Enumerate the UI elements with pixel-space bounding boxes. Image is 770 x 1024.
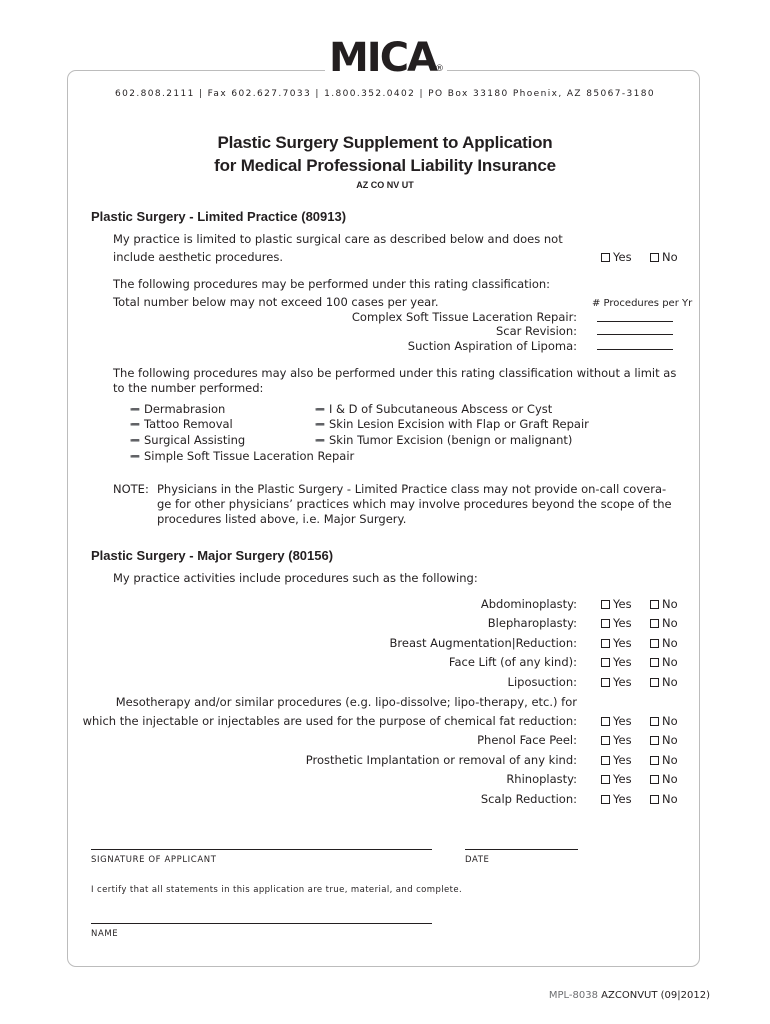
no-label: No	[662, 792, 678, 806]
note-label: NOTE:	[113, 482, 149, 496]
arrow-bullet-icon: ➖	[315, 436, 325, 445]
date-field[interactable]	[465, 849, 578, 850]
arrow-bullet-icon: ➖	[315, 405, 325, 414]
name-label: NAME	[91, 929, 119, 939]
major-surgery-intro: My practice activities include procedures such as the following:	[113, 571, 478, 585]
yes-option[interactable]	[601, 616, 632, 631]
unlimited-intro-line2: to the number performed:	[113, 381, 264, 395]
yes-checkbox[interactable]	[601, 619, 610, 628]
list-item	[315, 417, 589, 432]
counted-procedure-label: Complex Soft Tissue Laceration Repair:	[351, 310, 577, 324]
list-item	[130, 402, 225, 417]
logo-text: MICA	[329, 35, 436, 81]
date-label: DATE	[465, 855, 490, 865]
yes-option[interactable]	[601, 753, 632, 768]
yes-label: Yes	[613, 250, 632, 264]
no-option[interactable]	[650, 792, 678, 807]
procedures-per-year-header: # Procedures per Yr	[592, 298, 693, 309]
procedure-count-field[interactable]	[597, 334, 673, 335]
list-item-label: Tattoo Removal	[144, 417, 233, 431]
mica-logo	[325, 36, 447, 80]
no-option[interactable]	[650, 636, 678, 651]
list-item-label: Skin Tumor Excision (benign or malignant)	[329, 433, 573, 447]
signature-field[interactable]	[91, 849, 432, 850]
yes-label: Yes	[613, 655, 632, 669]
limited-practice-heading: Plastic Surgery - Limited Practice (80913)	[91, 209, 347, 224]
procedure-label: Blepharoplasty:	[487, 616, 577, 630]
counted-procedure-label: Suction Aspiration of Lipoma:	[407, 339, 577, 353]
no-label: No	[662, 655, 678, 669]
yes-option[interactable]	[601, 636, 632, 651]
no-label: No	[662, 733, 678, 747]
list-item	[315, 433, 572, 448]
procedure-count-field[interactable]	[597, 349, 673, 350]
list-item-label: Simple Soft Tissue Laceration Repair	[144, 449, 355, 463]
list-item	[130, 417, 233, 432]
yes-option[interactable]	[601, 733, 632, 748]
yes-label: Yes	[613, 733, 632, 747]
yes-checkbox[interactable]	[601, 600, 610, 609]
list-item	[130, 433, 245, 448]
yes-label: Yes	[613, 792, 632, 806]
form-code-number: MPL-8038	[548, 990, 598, 1001]
yes-label: Yes	[613, 772, 632, 786]
yes-checkbox[interactable]	[601, 756, 610, 765]
arrow-bullet-icon: ➖	[130, 436, 140, 445]
yes-option[interactable]	[601, 714, 632, 729]
note-line1: Physicians in the Plastic Surgery - Limited Practice class may not provide on-call covera-	[157, 482, 667, 496]
no-checkbox[interactable]	[650, 795, 659, 804]
procedure-label: Scalp Reduction:	[480, 792, 577, 806]
registered-mark: ®	[435, 64, 444, 74]
limited-no-checkbox[interactable]	[650, 253, 659, 262]
no-label: No	[662, 250, 678, 264]
no-checkbox[interactable]	[650, 619, 659, 628]
procedure-label: Abdominoplasty:	[480, 597, 577, 611]
form-code	[549, 990, 710, 1001]
no-option[interactable]	[650, 655, 678, 670]
yes-checkbox[interactable]	[601, 736, 610, 745]
limited-yes-option[interactable]	[601, 250, 632, 265]
limited-intro-line2: Total number below may not exceed 100 cases per year.	[113, 295, 439, 309]
procedure-label: Rhinoplasty:	[506, 772, 577, 786]
arrow-bullet-icon: ➖	[130, 452, 140, 461]
yes-label: Yes	[613, 616, 632, 630]
no-checkbox[interactable]	[650, 639, 659, 648]
yes-label: Yes	[613, 675, 632, 689]
form-title-line1: Plastic Surgery Supplement to Application	[217, 133, 553, 152]
no-label: No	[662, 675, 678, 689]
no-label: No	[662, 597, 678, 611]
no-checkbox[interactable]	[650, 717, 659, 726]
limited-question-line2: include aesthetic procedures.	[113, 250, 283, 264]
counted-procedure-label: Scar Revision:	[496, 324, 577, 338]
form-title-line2: for Medical Professional Liability Insurance	[214, 156, 556, 175]
yes-label: Yes	[613, 597, 632, 611]
no-label: No	[662, 616, 678, 630]
no-option[interactable]	[650, 733, 678, 748]
yes-checkbox[interactable]	[601, 775, 610, 784]
no-checkbox[interactable]	[650, 775, 659, 784]
note-line3: procedures listed above, i.e. Major Surgery.	[157, 512, 407, 526]
certification-statement: I certify that all statements in this application are true, material, and complete.	[91, 885, 463, 895]
no-checkbox[interactable]	[650, 600, 659, 609]
limited-no-option[interactable]	[650, 250, 678, 265]
no-label: No	[662, 772, 678, 786]
major-surgery-heading: Plastic Surgery - Major Surgery (80156)	[91, 548, 334, 563]
no-checkbox[interactable]	[650, 736, 659, 745]
yes-option[interactable]	[601, 675, 632, 690]
list-item-label: Dermabrasion	[144, 402, 226, 416]
limited-intro-line1: The following procedures may be performed under this rating classification:	[113, 277, 551, 291]
procedure-label: Face Lift (of any kind):	[448, 655, 577, 669]
list-item-label: I & D of Subcutaneous Abscess or Cyst	[329, 402, 553, 416]
no-label: No	[662, 636, 678, 650]
list-item	[130, 449, 354, 464]
yes-checkbox[interactable]	[601, 795, 610, 804]
procedure-label: Phenol Face Peel:	[477, 733, 577, 747]
arrow-bullet-icon: ➖	[130, 420, 140, 429]
yes-checkbox[interactable]	[601, 678, 610, 687]
procedure-count-field[interactable]	[597, 321, 673, 322]
no-label: No	[662, 753, 678, 767]
states-label: AZ CO NV UT	[356, 180, 414, 190]
note-line2: ge for other physicians’ practices which may involve procedures beyond the scope of the	[157, 497, 672, 511]
no-option[interactable]	[650, 714, 678, 729]
mesotherapy-line2: which the injectable or injectables are used for the purpose of chemical fat reduction:	[82, 714, 577, 728]
yes-option[interactable]	[601, 597, 632, 612]
no-option[interactable]	[650, 772, 678, 787]
unlimited-intro-line1: The following procedures may also be performed under this rating classification without a limit as	[113, 366, 677, 380]
list-item	[315, 402, 552, 417]
no-checkbox[interactable]	[650, 678, 659, 687]
list-item-label: Skin Lesion Excision with Flap or Graft Repair	[329, 417, 589, 431]
mesotherapy-line1: Mesotherapy and/or similar procedures (e.g. lipo-dissolve; lipo-therapy, etc.) for	[115, 695, 577, 709]
limited-yes-checkbox[interactable]	[601, 253, 610, 262]
procedure-label: Prosthetic Implantation or removal of any kind:	[305, 753, 577, 767]
procedure-label: Breast Augmentation|Reduction:	[389, 636, 577, 650]
yes-label: Yes	[613, 714, 632, 728]
no-option[interactable]	[650, 597, 678, 612]
arrow-bullet-icon: ➖	[315, 420, 325, 429]
no-checkbox[interactable]	[650, 658, 659, 667]
no-option[interactable]	[650, 616, 678, 631]
yes-option[interactable]	[601, 655, 632, 670]
yes-label: Yes	[613, 753, 632, 767]
no-option[interactable]	[650, 675, 678, 690]
signature-label: SIGNATURE OF APPLICANT	[91, 855, 217, 865]
no-option[interactable]	[650, 753, 678, 768]
yes-checkbox[interactable]	[601, 717, 610, 726]
yes-label: Yes	[613, 636, 632, 650]
form-code-suffix: AZCONVUT (09|2012)	[601, 990, 710, 1001]
contact-line: 602.808.2111 | Fax 602.627.7033 | 1.800.352.0402 | PO Box 33180 Phoenix, AZ 85067-3180	[114, 89, 656, 99]
arrow-bullet-icon: ➖	[130, 405, 140, 414]
list-item-label: Surgical Assisting	[144, 433, 246, 447]
no-checkbox[interactable]	[650, 756, 659, 765]
no-label: No	[662, 714, 678, 728]
yes-option[interactable]	[601, 772, 632, 787]
limited-question-line1: My practice is limited to plastic surgical care as described below and does not	[113, 232, 563, 246]
yes-checkbox[interactable]	[601, 658, 610, 667]
yes-option[interactable]	[601, 792, 632, 807]
procedure-label: Liposuction:	[507, 675, 577, 689]
name-field[interactable]	[91, 923, 432, 924]
yes-checkbox[interactable]	[601, 639, 610, 648]
